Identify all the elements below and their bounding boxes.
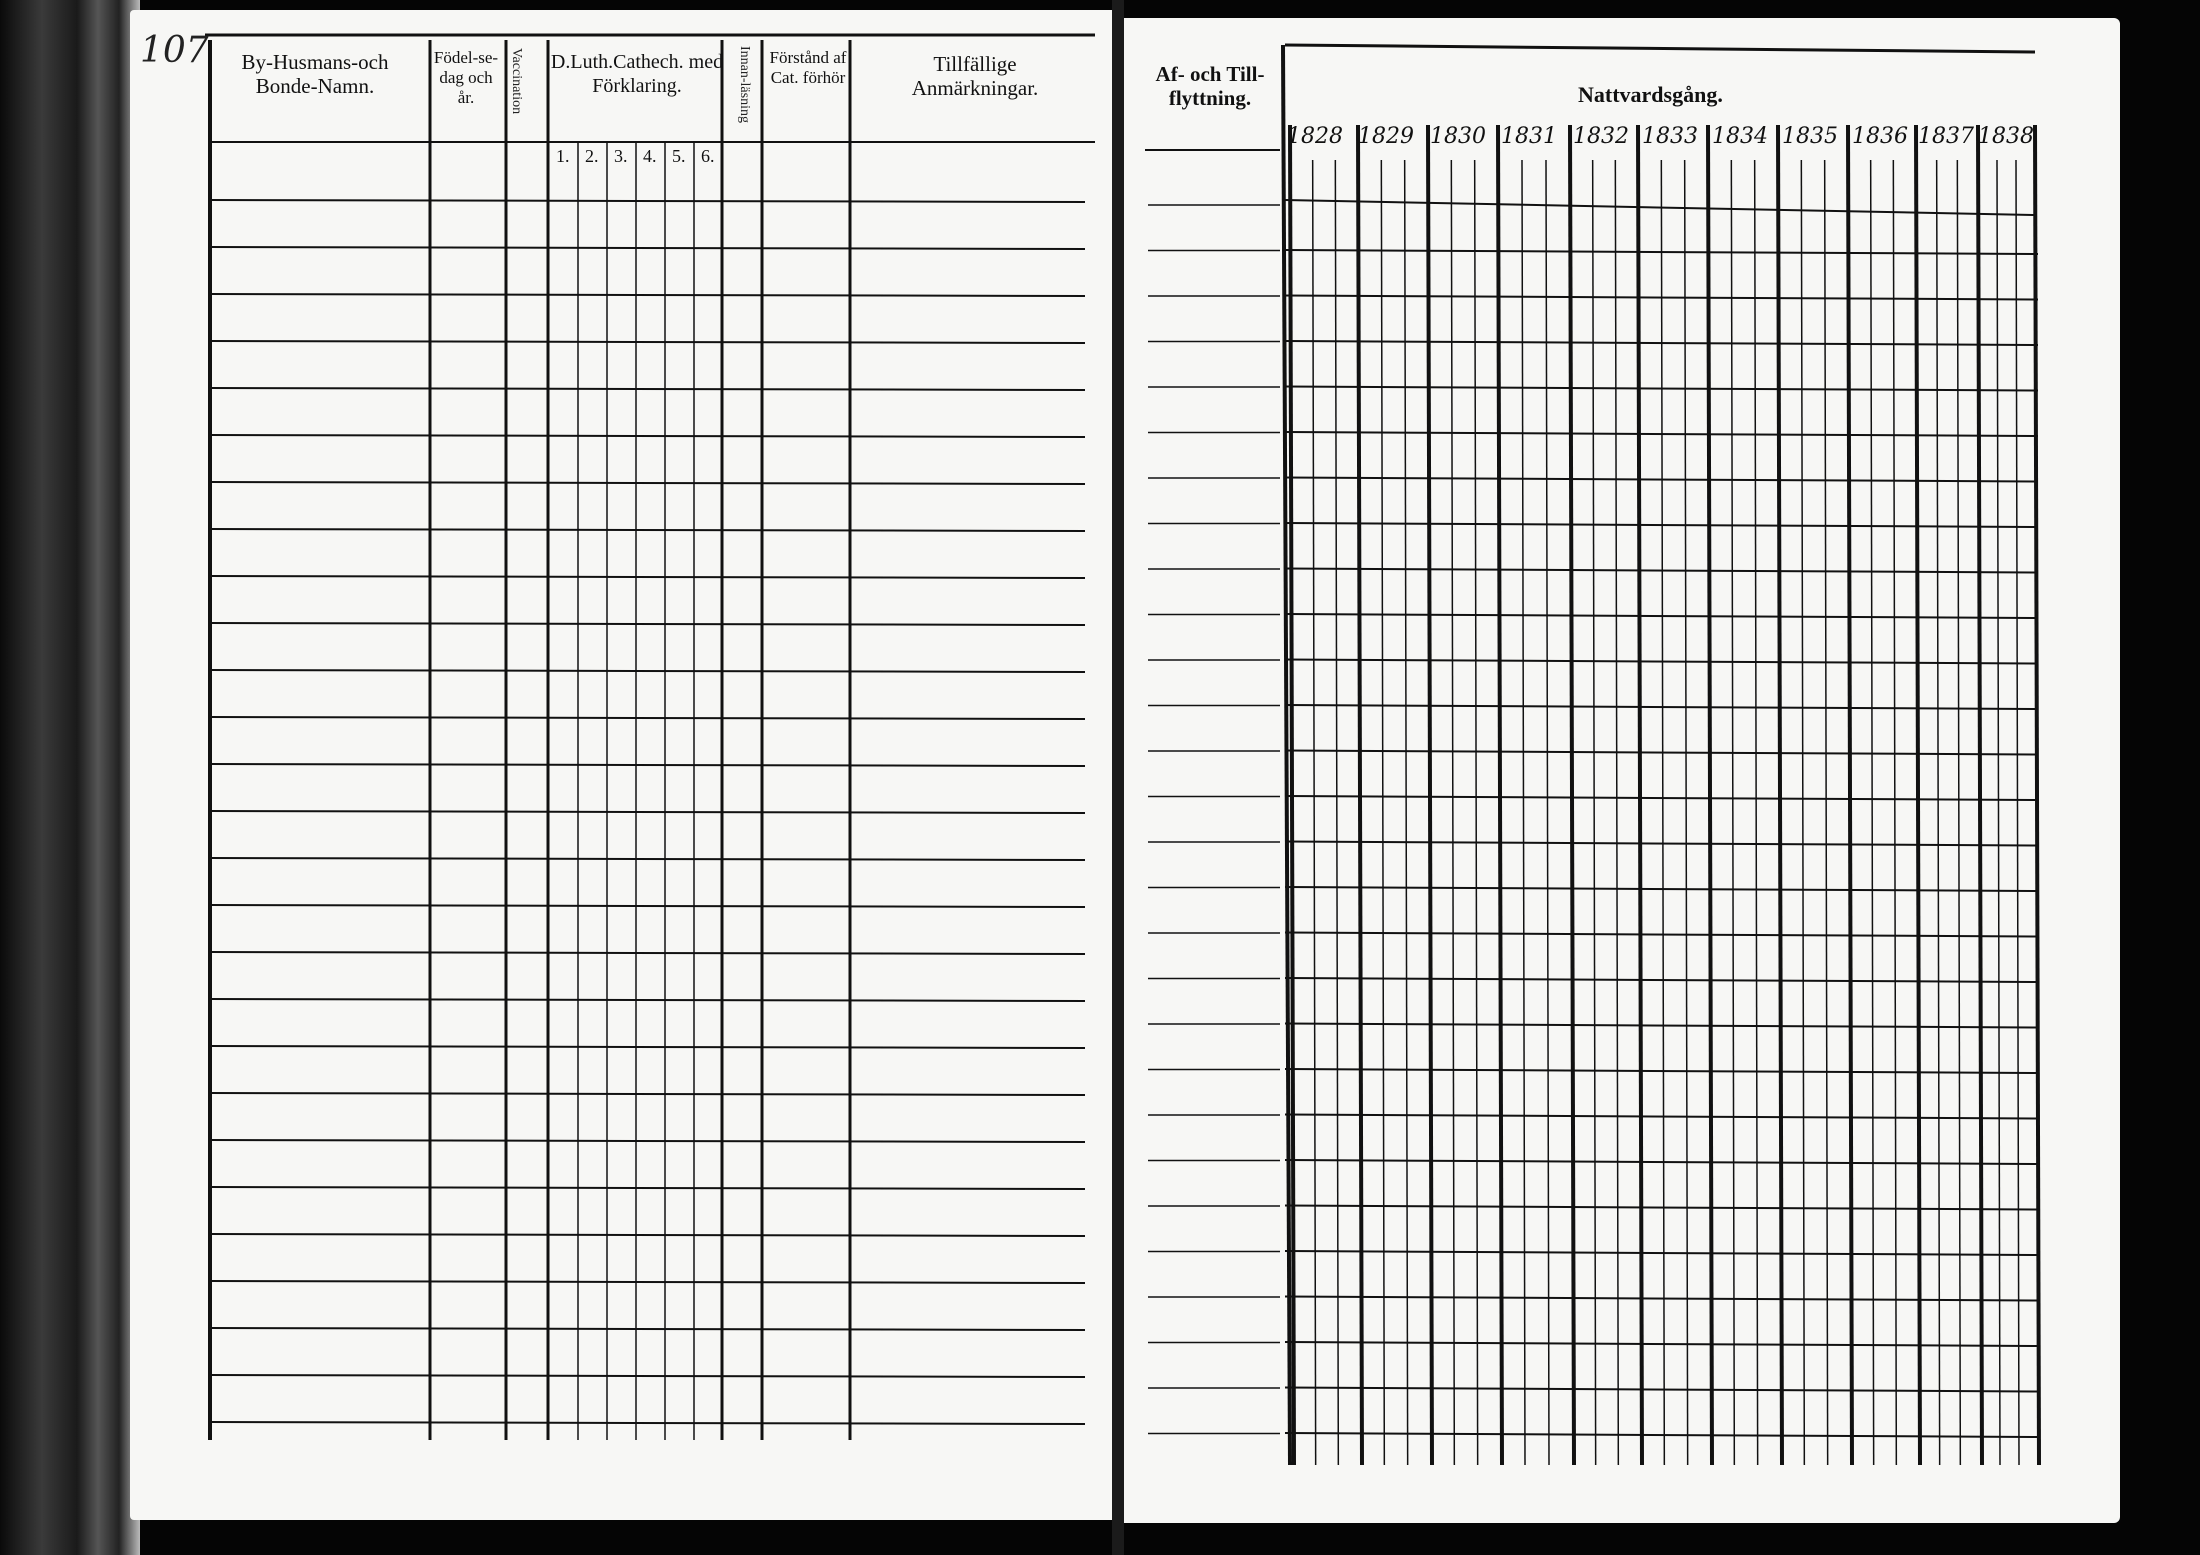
year-column-divider	[1848, 125, 1852, 1465]
year-subcolumn-divider	[1335, 160, 1338, 1465]
year-subcolumn-divider	[1615, 160, 1618, 1465]
right-row-rule	[1285, 1342, 2038, 1346]
left-row-rule	[210, 576, 1085, 578]
year-column-1830: 1830	[1430, 124, 1486, 149]
right-row-rule	[1285, 660, 2038, 664]
left-row-rule	[210, 1281, 1085, 1283]
year-subcolumn-divider	[1313, 160, 1316, 1465]
header-understanding-column: Förstånd af Cat. förhör	[769, 48, 847, 87]
year-column-1828: 1828	[1287, 124, 1343, 149]
catechism-subcolumn-5: 5.	[672, 146, 686, 166]
left-row-rule	[210, 200, 1085, 202]
year-column-divider	[1708, 125, 1712, 1465]
left-row-rule	[210, 1187, 1085, 1189]
left-row-rule	[210, 529, 1085, 531]
right-row-rule	[1285, 1115, 2038, 1119]
year-column-1838: 1838	[1978, 124, 2034, 149]
left-row-rule	[210, 999, 1085, 1001]
year-subcolumn-divider	[2016, 160, 2019, 1465]
right-row-rule	[1285, 569, 2038, 573]
catechism-subcolumn-2: 2.	[585, 146, 599, 166]
left-row-rule	[210, 482, 1085, 484]
right-row-rule	[1285, 1206, 2038, 1210]
year-column-divider	[2035, 125, 2039, 1465]
year-column-divider	[1916, 125, 1920, 1465]
year-subcolumn-divider	[1546, 160, 1549, 1465]
right-header-rule	[1285, 200, 2035, 215]
catechism-subcolumn-6: 6.	[701, 146, 715, 166]
page-number: 107	[140, 30, 209, 71]
header-vaccination-column: Vaccination	[509, 48, 524, 115]
year-column-1831: 1831	[1501, 124, 1557, 149]
right-row-rule	[1285, 1024, 2038, 1028]
left-row-rule	[210, 247, 1085, 249]
year-subcolumn-divider	[1405, 160, 1408, 1465]
year-column-divider	[1638, 125, 1642, 1465]
catechism-subcolumn-4: 4.	[643, 146, 657, 166]
right-row-rule	[1285, 1251, 2038, 1255]
right-row-rule	[1285, 1433, 2038, 1437]
catechism-subcolumn-3: 3.	[614, 146, 628, 166]
year-subcolumn-divider	[1755, 160, 1758, 1465]
right-row-rule	[1285, 705, 2038, 709]
left-row-rule	[210, 717, 1085, 719]
year-column-1835: 1835	[1782, 124, 1838, 149]
left-row-rule	[210, 1375, 1085, 1377]
year-column-1833: 1833	[1642, 124, 1698, 149]
year-column-1836: 1836	[1852, 124, 1908, 149]
year-subcolumn-divider	[1801, 160, 1804, 1465]
year-subcolumn-divider	[1893, 160, 1896, 1465]
right-row-rule	[1285, 1160, 2038, 1164]
header-moves-column: Af- och Till-flyttning.	[1155, 62, 1265, 110]
header-reading-column: Innan-läsning	[737, 46, 752, 123]
left-row-rule	[210, 764, 1085, 766]
left-row-rule	[210, 670, 1085, 672]
left-row-rule	[210, 1328, 1085, 1330]
right-top-rule	[1285, 45, 2035, 52]
left-row-rule	[210, 294, 1085, 296]
year-subcolumn-divider	[1522, 160, 1525, 1465]
right-row-rule	[1285, 887, 2038, 891]
left-row-rule	[210, 811, 1085, 813]
year-subcolumn-divider	[1997, 160, 2000, 1465]
year-subcolumn-divider	[1825, 160, 1828, 1465]
left-row-rule	[210, 341, 1085, 343]
left-row-rule	[210, 1140, 1085, 1142]
year-column-divider	[1978, 125, 1982, 1465]
year-subcolumn-divider	[1661, 160, 1664, 1465]
left-row-rule	[210, 952, 1085, 954]
right-row-rule	[1285, 842, 2038, 846]
year-column-divider	[1358, 125, 1362, 1465]
left-row-rule	[210, 1093, 1085, 1095]
year-subcolumn-divider	[1871, 160, 1874, 1465]
year-column-1829: 1829	[1358, 124, 1414, 149]
year-column-1832: 1832	[1573, 124, 1629, 149]
year-column-1837: 1837	[1918, 124, 1974, 149]
header-name-column: By-Husmans-och Bonde-Namn.	[241, 50, 389, 98]
year-column-divider	[1778, 125, 1782, 1465]
year-subcolumn-divider	[1957, 160, 1960, 1465]
left-row-rule	[210, 1234, 1085, 1236]
left-row-rule	[210, 905, 1085, 907]
right-row-rule	[1285, 1297, 2038, 1301]
left-row-rule	[210, 388, 1085, 390]
header-remarks-column: Tillfällige Anmärkningar.	[911, 52, 1039, 100]
left-row-rule	[210, 435, 1085, 437]
right-row-rule	[1285, 1388, 2038, 1392]
right-row-rule	[1285, 978, 2038, 982]
header-birth-column: Födel-se-dag och år.	[433, 48, 499, 107]
catechism-subcolumn-1: 1.	[556, 146, 570, 166]
year-subcolumn-divider	[1731, 160, 1734, 1465]
year-subcolumn-divider	[1451, 160, 1454, 1465]
year-column-divider	[1428, 125, 1432, 1465]
year-subcolumn-divider	[1593, 160, 1596, 1465]
left-row-rule	[210, 858, 1085, 860]
header-communion-title: Nattvardsgång.	[1578, 82, 1723, 107]
year-column-divider	[1570, 125, 1574, 1465]
left-row-rule	[210, 1046, 1085, 1048]
right-row-rule	[1285, 1069, 2038, 1073]
header-catechism-column: D.Luth.Cathech. med Förklaring.	[550, 51, 724, 97]
year-subcolumn-divider	[1937, 160, 1940, 1465]
right-row-rule	[1285, 614, 2038, 618]
year-column-divider	[1498, 125, 1502, 1465]
year-subcolumn-divider	[1381, 160, 1384, 1465]
year-column-1834: 1834	[1712, 124, 1768, 149]
year-subcolumn-divider	[1475, 160, 1478, 1465]
right-row-rule	[1285, 933, 2038, 937]
left-row-rule	[210, 1422, 1085, 1424]
right-row-rule	[1285, 796, 2038, 800]
year-subcolumn-divider	[1685, 160, 1688, 1465]
left-row-rule	[210, 623, 1085, 625]
right-row-rule	[1285, 751, 2038, 755]
